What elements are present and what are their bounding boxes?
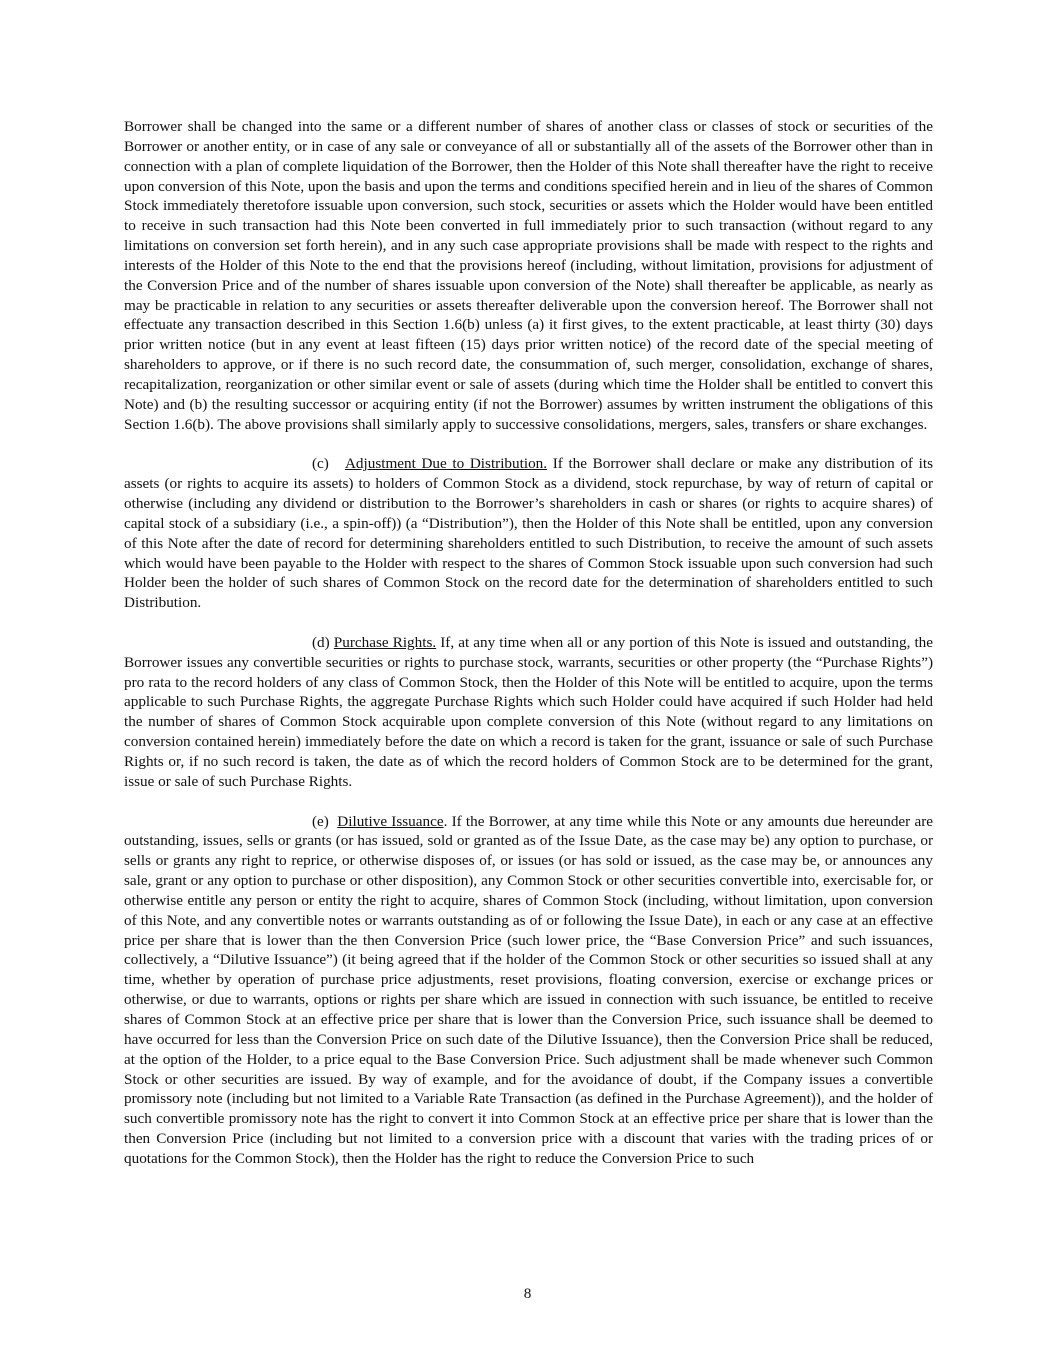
- paragraph-text: Borrower shall be changed into the same or a different number of shares of another class or classes of stock or securities of the Borrower or another entity, or in case of any sale or conveyance of all or substantially all of the assets of the Borrower other than in connection with a plan of complete liquidation of the Borrower, then the Holder of this Note shall thereafter have the right to receive upon conversion of this Note, upon the basis and upon the terms and conditions specified herein and in lieu of the shares of Common Stock immediately theretofore issuable upon conversion, such stock, securities or assets which the Holder would have been entitled to receive in such transaction had this Note been converted in full immediately prior to such transaction (without regard to any limitations on conversion set forth herein), and in any such case appropriate provisions shall be made with respect to the rights and interests of the Holder of this Note to the end that the provisions hereof (including, without limitation, provisions for adjustment of the Conversion Price and of the number of shares issuable upon conversion of the Note) shall thereafter be applicable, as nearly as may be practicable in relation to any securities or assets thereafter deliverable upon the conversion hereof. The Borrower shall not effectuate any transaction described in this Section 1.6(b) unless (a) it first gives, to the extent practicable, at least thirty (30) days prior written notice (but in any event at least fifteen (15) days prior written notice) of the record date of the special meeting of shareholders to approve, or if there is no such record date, the consummation of, such merger, consolidation, exchange of shares, recapitalization, reorganization or other similar event or sale of assets (during which time the Holder shall be entitled to convert this Note) and (b) the resulting successor or acquiring entity (if not the Borrower) assumes by written instrument the obligations of this Section 1.6(b). The above provisions shall similarly apply to successive consolidations, mergers, sales, transfers or share exchanges.: [124, 118, 933, 433]
- section-label: (c): [312, 455, 329, 473]
- document-page: [124, 117, 933, 1169]
- paragraph-b-continuation: [124, 117, 933, 435]
- paragraph-c: [124, 454, 933, 613]
- paragraph-e: [124, 812, 933, 1169]
- section-label: (e): [312, 812, 329, 830]
- section-heading: Adjustment Due to Distribution.: [344, 455, 548, 473]
- paragraph-text: . If the Borrower, at any time while this Note or any amounts due hereunder are outstanding, issues, sells or grants (or has issued, sold or granted as of the Issue Date, as the case may be) any option to purchase, or sells or grants any right to reprice, or otherwise disposes of, or issues (or has sold or issued, as the case may be, or announces any sale, grant or any option to purchase or other disposition), any Common Stock or other securities convertible into, exercisable for, or otherwise entitle any person or entity the right to acquire, shares of Common Stock (including, without limitation, upon conversion of this Note, and any convertible notes or warrants outstanding as of or following the Issue Date), in each or any case at an effective price per share that is lower than the then Conversion Price (such lower price, the “Base Conversion Price” and such issuances, collectively, a “Dilutive Issuance”) (it being agreed that if the holder of the Common Stock or other securities so issued shall at any time, whether by operation of purchase price adjustments, reset provisions, floating conversion, exercise or exchange prices or otherwise, or due to warrants, options or rights per share which are issued in connection with such issuance, be entitled to receive shares of Common Stock at an effective price per share that is lower than the Conversion Price, such issuance shall be deemed to have occurred for less than the Conversion Price on such date of the Dilutive Issuance), then the Conversion Price shall be reduced, at the option of the Holder, to a price equal to the Base Conversion Price. Such adjustment shall be made whenever such Common Stock or other securities are issued. By way of example, and for the avoidance of doubt, if the Company issues a convertible promissory note (including but not limited to a Variable Rate Transaction (as defined in the Purchase Agreement)), and the holder of such convertible promissory note has the right to convert it into Common Stock at an effective price per share that is lower than the then Conversion Price (including but not limited to a conversion price with a discount that varies with the trading prices of or quotations for the Common Stock), then the Holder has the right to reduce the Conversion Price to such: [124, 812, 933, 1167]
- section-heading: Dilutive Issuance: [337, 812, 444, 830]
- page-number: 8: [523, 1285, 532, 1302]
- paragraph-text: If the Borrower shall declare or make any distribution of its assets (or rights to acquire its assets) to holders of Common Stock as a dividend, stock repurchase, by way of return of capital or otherwise (including any dividend or distribution to the Borrower’s shareholders in cash or shares (or rights to acquire shares) of capital stock of a subsidiary (i.e., a spin-off)) (a “Distribution”), then the Holder of this Note shall be entitled, upon any conversion of this Note after the date of record for determining shareholders entitled to such Distribution, to receive the amount of such assets which would have been payable to the Holder with respect to the shares of Common Stock issuable upon such conversion had such Holder been the holder of such shares of Common Stock on the record date for the determination of shareholders entitled to such Distribution.: [124, 455, 933, 612]
- paragraph-d: [124, 633, 933, 792]
- section-label: (d): [312, 633, 330, 651]
- section-heading: Purchase Rights.: [333, 633, 437, 651]
- paragraph-text: If, at any time when all or any portion of this Note is issued and outstanding, the Borrower issues any convertible securities or rights to purchase stock, warrants, securities or other property (the “Purchase Rights”) pro rata to the record holders of any class of Common Stock, then the Holder of this Note will be entitled to acquire, upon the terms applicable to such Purchase Rights, the aggregate Purchase Rights which such Holder could have acquired if such Holder had held the number of shares of Common Stock acquirable upon complete conversion of this Note (without regard to any limitations on conversion contained herein) immediately before the date on which a record is taken for the grant, issuance or sale of such Purchase Rights or, if no such record is taken, the date as of which the record holders of Common Stock are to be determined for the grant, issue or sale of such Purchase Rights.: [124, 633, 934, 790]
